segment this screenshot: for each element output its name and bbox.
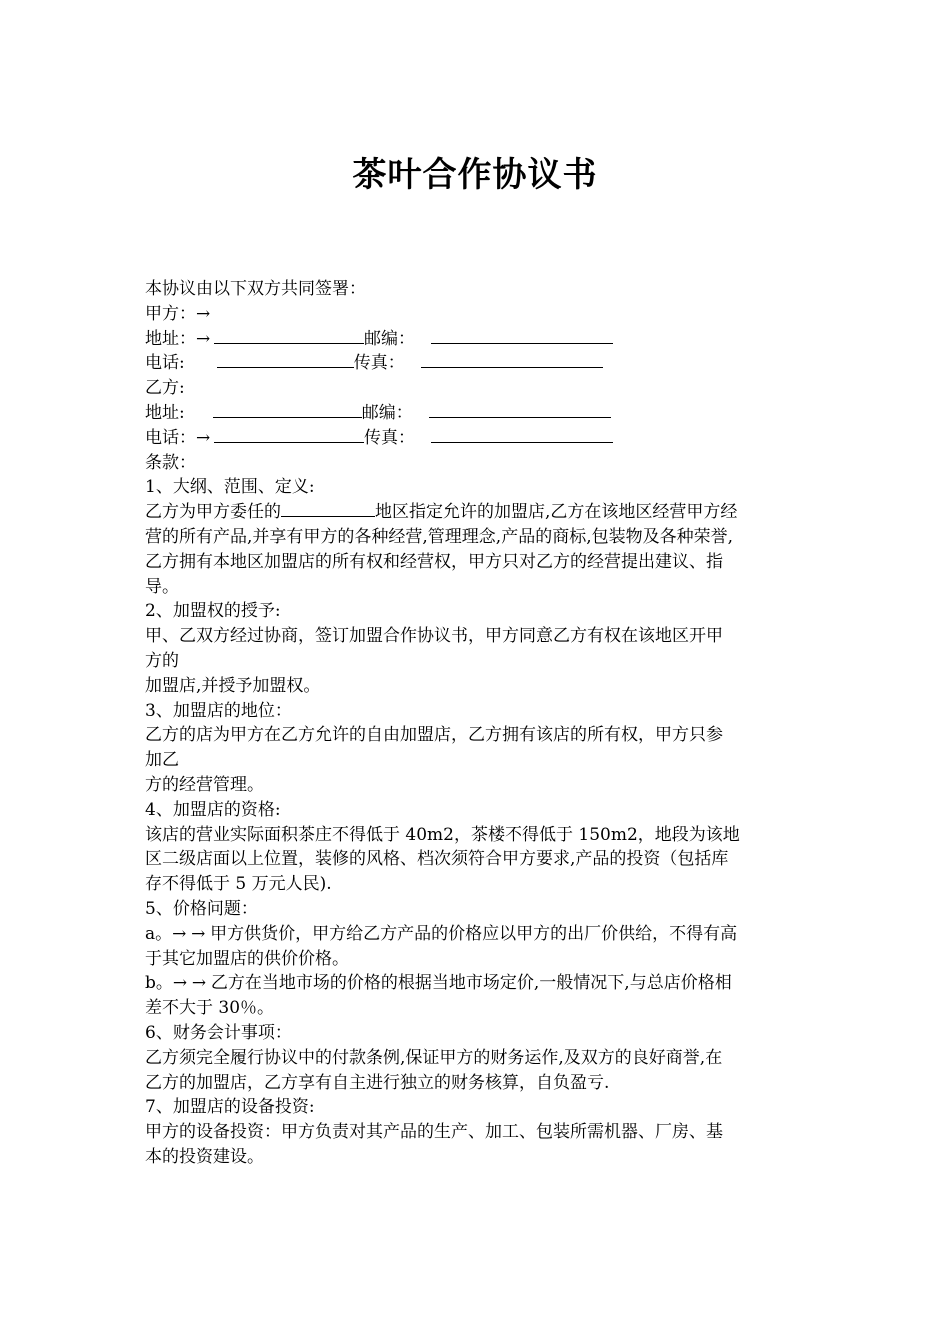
party-a-postcode-label: 邮编： — [364, 328, 415, 349]
arrow-icon: → — [196, 427, 211, 448]
party-a-address-label: 地址： — [145, 328, 196, 349]
clause-5-a-line-1 — [145, 922, 813, 947]
party-a-phone-label: 电话: — [145, 353, 185, 374]
clause-1-line-3: 乙方拥有本地区加盟店的所有权和经营权，甲方只对乙方的经营提出建议、指 — [145, 551, 723, 572]
party-a-label: 甲方： — [145, 303, 196, 324]
clause-5-b-line-2: 差不大于 30％。 — [145, 998, 275, 1019]
clause-6-line-2: 乙方的加盟店，乙方享有自主进行独立的财务核算，自负盈亏. — [145, 1072, 610, 1093]
arrow-icon: → — [191, 923, 206, 944]
clause-7-heading: 7、加盟店的设备投资: — [145, 1097, 315, 1118]
document-title: 茶叶合作协议书 — [352, 155, 598, 195]
clause-1-post: 地区指定允许的加盟店,乙方在该地区经营甲方经 — [375, 502, 738, 523]
document-body — [145, 277, 813, 1170]
clause-2-heading: 2、加盟权的授予: — [145, 601, 281, 622]
party-b-address-blank[interactable] — [213, 401, 362, 418]
intro-line: 本协议由以下双方共同签署： — [145, 279, 366, 299]
clause-2-line-2: 方的 — [145, 650, 179, 671]
party-a-address-line — [145, 327, 813, 352]
clause-1-line-1 — [145, 500, 813, 525]
party-b-postcode-blank[interactable] — [429, 401, 611, 418]
clause-7-line-2: 本的投资建设。 — [145, 1146, 264, 1167]
party-a-address-blank[interactable] — [214, 327, 364, 344]
clause-1-line-2: 营的所有产品,并享有甲方的各种经营,管理理念,产品的商标,包装物及各种荣誉, — [145, 526, 734, 547]
party-a-phone-line — [145, 351, 813, 376]
clause-5-heading: 5、价格问题： — [145, 898, 258, 919]
arrow-icon: → — [196, 328, 211, 349]
clause-5-b-line-1 — [145, 971, 813, 996]
clause-5-a-line-2: 于其它加盟店的供价价格。 — [145, 948, 349, 969]
party-b-address-label: 地址: — [145, 402, 185, 423]
party-a-postcode-blank[interactable] — [431, 327, 613, 344]
clause-2-line-3: 加盟店,并授予加盟权。 — [145, 675, 321, 696]
clause-1-pre: 乙方为甲方委任的 — [145, 502, 281, 523]
party-a-line — [145, 302, 813, 327]
clause-4-heading: 4、加盟店的资格: — [145, 799, 281, 820]
clause-4-line-2: 区二级店面以上位置，装修的风格、档次须符合甲方要求,产品的投资（包括库 — [145, 849, 729, 870]
party-b-fax-label: 传真： — [364, 427, 415, 448]
party-b-postcode-label: 邮编： — [361, 402, 413, 423]
clause-1-region-blank[interactable] — [281, 500, 375, 517]
clause-7-line-1: 甲方的设备投资：甲方负责对其产品的生产、加工、包装所需机器、厂房、基 — [145, 1122, 723, 1143]
clause-6-line-1: 乙方须完全履行协议中的付款条例,保证甲方的财务运作,及双方的良好商誉,在 — [145, 1047, 723, 1068]
arrow-icon: → — [172, 923, 187, 944]
clause-4-line-1: 该店的营业实际面积茶庄不得低于 40m2，茶楼不得低于 150m2，地段为该地 — [145, 824, 740, 845]
party-b-phone-label: 电话： — [145, 427, 196, 448]
party-b-fax-blank[interactable] — [431, 426, 613, 443]
clause-4-line-3: 存不得低于 5 万元人民). — [145, 874, 332, 895]
party-a-phone-blank[interactable] — [217, 351, 354, 368]
clause-5-a-text: 甲方供货价，甲方给乙方产品的价格应以甲方的出厂价供给，不得有高 — [210, 923, 738, 944]
clause-3-line-2: 加乙 — [145, 750, 179, 771]
clause-1-line-4: 导。 — [145, 576, 179, 597]
clause-5-a-prefix: a。 — [145, 923, 173, 944]
terms-label: 条款： — [145, 452, 196, 473]
arrow-icon: → — [191, 973, 207, 994]
clause-3-line-1: 乙方的店为甲方在乙方允许的自由加盟店，乙方拥有该店的所有权，甲方只参 — [145, 725, 723, 746]
party-a-fax-blank[interactable] — [421, 351, 603, 368]
clause-1-heading: 1、大纲、范围、定义: — [145, 477, 315, 498]
arrow-icon: → — [196, 303, 211, 324]
clause-5-b-text: 乙方在当地市场的价格的根据当地市场定价,一般情况下,与总店价格相 — [210, 973, 732, 994]
party-b-phone-blank[interactable] — [214, 426, 364, 443]
party-b-line: 乙方: — [145, 378, 185, 399]
clause-6-heading: 6、财务会计事项： — [145, 1022, 292, 1043]
party-a-fax-label: 传真： — [353, 353, 405, 374]
party-b-address-line — [145, 401, 813, 426]
clause-5-b-prefix: b。 — [145, 973, 173, 994]
clause-3-heading: 3、加盟店的地位： — [145, 700, 292, 721]
clause-3-line-3: 方的经营管理。 — [145, 774, 264, 795]
arrow-icon: → — [172, 973, 188, 994]
party-b-phone-line — [145, 426, 813, 451]
clause-2-line-1: 甲、乙双方经过协商，签订加盟合作协议书，甲方同意乙方有权在该地区开甲 — [145, 626, 723, 647]
